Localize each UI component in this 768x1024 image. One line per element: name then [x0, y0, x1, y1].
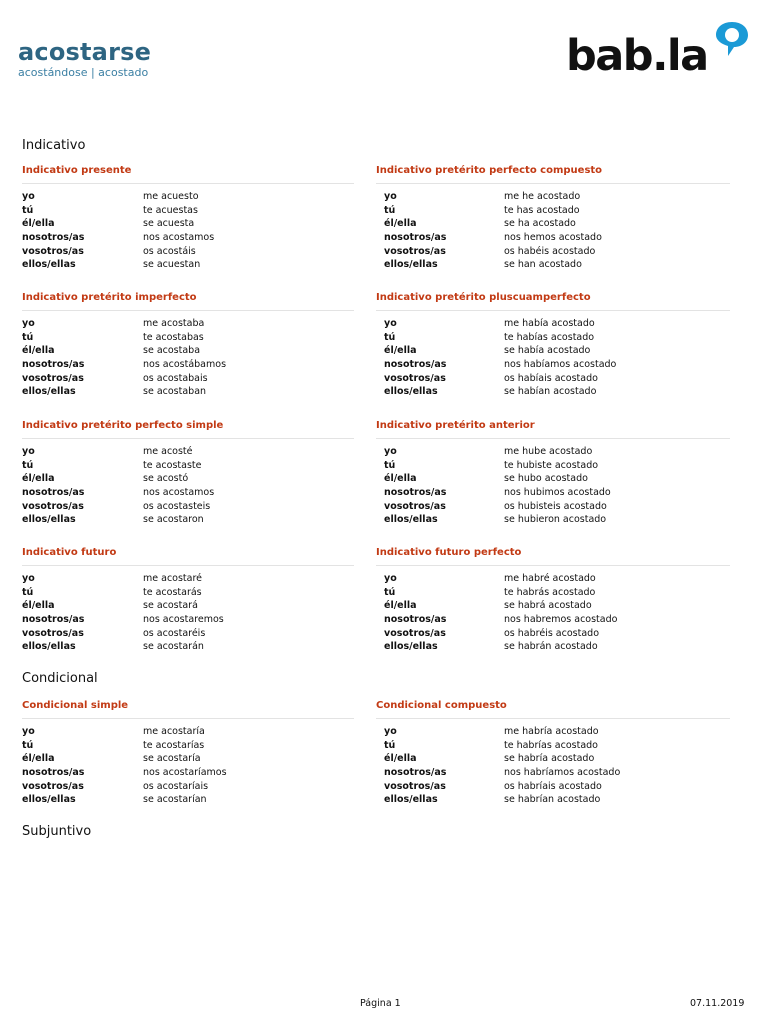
verb-form: nos acostábamos	[143, 359, 227, 371]
pronoun: nosotros/as	[22, 487, 85, 499]
conjugation-row	[376, 331, 730, 345]
pronoun: yo	[384, 726, 397, 737]
conjugation-row	[376, 459, 730, 473]
verb-form: me acostaré	[143, 573, 203, 584]
conjugation-row	[376, 572, 730, 586]
conjugation-row	[376, 217, 730, 231]
tense-title: Indicativo pretérito pluscuamperfecto	[376, 292, 730, 311]
pronoun: él/ella	[384, 753, 417, 765]
verb-form: se hubo acostado	[504, 473, 588, 485]
conjugation-row	[22, 586, 354, 600]
conjugation-row	[22, 372, 354, 386]
verb-form: se ha acostado	[504, 218, 576, 230]
conjugation-row	[22, 472, 354, 486]
pronoun: ellos/ellas	[22, 259, 76, 271]
conjugation-row	[376, 445, 730, 459]
pronoun: yo	[384, 191, 397, 202]
pronoun: ellos/ellas	[384, 641, 438, 653]
verb-form: se acostaban	[143, 386, 207, 398]
pronoun: vosotros/as	[384, 245, 446, 257]
pronoun: ellos/ellas	[22, 514, 76, 526]
verb-form: te acostarías	[143, 739, 205, 751]
verb-form: se acostará	[143, 600, 198, 612]
pronoun: vosotros/as	[384, 500, 446, 512]
conjugation-row	[376, 385, 730, 399]
conjugation-row	[22, 486, 354, 500]
pronoun: ellos/ellas	[22, 641, 76, 653]
verb-form: me acuesto	[143, 191, 199, 202]
conjugation-row	[376, 472, 730, 486]
conjugation-row	[376, 204, 730, 218]
verb-form: se había acostado	[504, 345, 591, 357]
tense-title: Condicional simple	[22, 700, 354, 719]
tense-title: Indicativo pretérito anterior	[376, 420, 730, 439]
pronoun: tú	[384, 739, 396, 751]
verb-form: me había acostado	[504, 318, 595, 329]
conjugation-row	[22, 445, 354, 459]
pronoun: ellos/ellas	[22, 386, 76, 398]
verb-form: se acostarían	[143, 794, 207, 806]
pronoun: ellos/ellas	[384, 259, 438, 271]
pronoun: vosotros/as	[22, 372, 84, 384]
pronoun: yo	[384, 446, 397, 457]
pronoun: vosotros/as	[22, 245, 84, 257]
verb-form: se habrá acostado	[504, 600, 592, 612]
conjugation-row	[22, 793, 354, 807]
conjugation-row	[22, 245, 354, 259]
conjugation-row	[376, 372, 730, 386]
verb-form: se acostaron	[143, 514, 204, 526]
conjugation-row	[376, 586, 730, 600]
verb-title: acostarse	[18, 38, 152, 66]
conjugation-row	[22, 317, 354, 331]
conjugation-row	[22, 513, 354, 527]
verb-form: se hubieron acostado	[504, 514, 607, 526]
verb-form: se habrán acostado	[504, 641, 598, 653]
conjugation-row	[376, 190, 730, 204]
verb-form: te acuestas	[143, 204, 198, 216]
conjugation-row	[22, 258, 354, 272]
conjugation-row	[22, 725, 354, 739]
verb-form: os acostabais	[143, 372, 208, 384]
conjugation-row	[376, 780, 730, 794]
verb-form: os acostasteis	[143, 500, 211, 512]
footer-date: 07.11.2019	[690, 998, 745, 1009]
conjugation-row	[376, 258, 730, 272]
pronoun: él/ella	[22, 473, 55, 485]
verb-form: se acostarán	[143, 641, 204, 653]
pronoun: tú	[22, 331, 34, 343]
logo-text: bab.la	[566, 31, 708, 81]
conjugation-row	[22, 459, 354, 473]
verb-form: nos acostaríamos	[143, 767, 227, 779]
conjugation-row	[22, 385, 354, 399]
pronoun: él/ella	[22, 345, 55, 357]
pronoun: yo	[22, 726, 35, 737]
pronoun: yo	[22, 573, 35, 584]
conjugation-row	[22, 752, 354, 766]
verb-form: os acostaréis	[143, 627, 206, 639]
pronoun: vosotros/as	[384, 627, 446, 639]
pronoun: tú	[384, 204, 396, 216]
tense-title: Indicativo presente	[22, 165, 354, 184]
pronoun: tú	[22, 739, 34, 751]
section-heading-subjuntivo: Subjuntivo	[22, 824, 92, 839]
verb-form: os habréis acostado	[504, 627, 599, 639]
tense-title: Indicativo pretérito imperfecto	[22, 292, 354, 311]
conjugation-row	[22, 204, 354, 218]
conjugation-row	[376, 245, 730, 259]
conjugation-row	[376, 613, 730, 627]
pronoun: ellos/ellas	[384, 514, 438, 526]
conjugation-row	[22, 358, 354, 372]
pronoun: él/ella	[22, 753, 55, 765]
verb-form: nos habríamos acostado	[504, 767, 621, 779]
conjugation-row	[22, 739, 354, 753]
pronoun: nosotros/as	[384, 359, 447, 371]
pronoun: vosotros/as	[22, 500, 84, 512]
pronoun: yo	[384, 318, 397, 329]
pronoun: ellos/ellas	[384, 794, 438, 806]
pronoun: él/ella	[384, 345, 417, 357]
verb-form: os acostáis	[143, 245, 196, 257]
verb-form: se acuesta	[143, 218, 195, 230]
tense-title: Indicativo futuro perfecto	[376, 547, 730, 566]
pronoun: yo	[384, 573, 397, 584]
conjugation-row	[376, 599, 730, 613]
pronoun: nosotros/as	[22, 232, 85, 244]
conjugation-row	[22, 780, 354, 794]
verb-form: te habías acostado	[504, 331, 595, 343]
tense-title: Condicional compuesto	[376, 700, 730, 719]
tense-block	[376, 420, 730, 527]
verb-form: te habrás acostado	[504, 586, 596, 598]
pronoun: nosotros/as	[384, 232, 447, 244]
section-heading-condicional: Condicional	[22, 671, 98, 686]
verb-forms-subtitle: acostándose | acostado	[18, 66, 149, 79]
conjugation-row	[376, 513, 730, 527]
pronoun: yo	[22, 191, 35, 202]
pronoun: él/ella	[22, 600, 55, 612]
pronoun: nosotros/as	[22, 614, 85, 626]
conjugation-row	[376, 627, 730, 641]
pronoun: vosotros/as	[384, 780, 446, 792]
tense-block	[22, 165, 354, 272]
pronoun: tú	[384, 586, 396, 598]
verb-form: me acosté	[143, 446, 193, 457]
pronoun: él/ella	[384, 473, 417, 485]
conjugation-row	[376, 752, 730, 766]
pronoun: tú	[22, 204, 34, 216]
pronoun: tú	[22, 459, 34, 471]
pronoun: ellos/ellas	[22, 794, 76, 806]
pronoun: tú	[384, 331, 396, 343]
babla-logo	[566, 18, 752, 82]
verb-form: me acostaría	[143, 726, 205, 737]
verb-form: se habían acostado	[504, 386, 597, 398]
conjugation-row	[376, 231, 730, 245]
pronoun: nosotros/as	[22, 359, 85, 371]
verb-form: nos habíamos acostado	[504, 359, 617, 371]
verb-form: te acostabas	[143, 331, 204, 343]
conjugation-row	[376, 344, 730, 358]
verb-form: nos acostamos	[143, 487, 215, 499]
verb-form: se han acostado	[504, 259, 582, 271]
verb-form: me he acostado	[504, 191, 581, 202]
conjugation-row	[22, 231, 354, 245]
pronoun: ellos/ellas	[384, 386, 438, 398]
verb-form: os hubisteis acostado	[504, 500, 607, 512]
verb-form: te habrías acostado	[504, 739, 598, 751]
verb-form: os habríais acostado	[504, 780, 602, 792]
verb-form: te hubiste acostado	[504, 459, 599, 471]
conjugation-row	[22, 344, 354, 358]
pronoun: él/ella	[22, 218, 55, 230]
page-number: Página 1	[360, 998, 401, 1009]
verb-form: se acostó	[143, 473, 189, 485]
conjugation-row	[376, 739, 730, 753]
verb-form: os habéis acostado	[504, 245, 596, 257]
conjugation-row	[22, 331, 354, 345]
conjugation-row	[376, 358, 730, 372]
pronoun: él/ella	[384, 218, 417, 230]
pronoun: nosotros/as	[384, 487, 447, 499]
verb-form: me acostaba	[143, 318, 205, 329]
verb-form: nos acostaremos	[143, 614, 224, 626]
verb-form: se acostaba	[143, 345, 201, 357]
conjugation-row	[376, 640, 730, 654]
pronoun: él/ella	[384, 600, 417, 612]
pronoun: tú	[22, 586, 34, 598]
verb-form: te has acostado	[504, 204, 580, 216]
verb-form: nos habremos acostado	[504, 614, 618, 626]
conjugation-row	[376, 317, 730, 331]
tense-block	[376, 165, 730, 272]
conjugation-row	[22, 572, 354, 586]
conjugation-row	[22, 613, 354, 627]
tense-title: Indicativo pretérito perfecto simple	[22, 420, 354, 439]
conjugation-row	[22, 599, 354, 613]
pronoun: yo	[22, 318, 35, 329]
section-heading-indicativo: Indicativo	[22, 138, 86, 153]
verb-form: os acostaríais	[143, 780, 209, 792]
conjugation-row	[22, 627, 354, 641]
pronoun: yo	[22, 446, 35, 457]
verb-form: se habría acostado	[504, 753, 595, 765]
conjugation-row	[376, 500, 730, 514]
tense-block	[22, 700, 354, 807]
pronoun: vosotros/as	[22, 780, 84, 792]
conjugation-row	[22, 766, 354, 780]
verb-form: nos acostamos	[143, 232, 215, 244]
tense-block	[22, 547, 354, 654]
tense-block	[22, 292, 354, 399]
verb-form: nos hemos acostado	[504, 232, 602, 244]
verb-form: os habíais acostado	[504, 372, 598, 384]
conjugation-row	[376, 766, 730, 780]
verb-form: se acuestan	[143, 259, 201, 271]
pronoun: nosotros/as	[22, 767, 85, 779]
pronoun: tú	[384, 459, 396, 471]
conjugation-row	[22, 640, 354, 654]
tense-title: Indicativo pretérito perfecto compuesto	[376, 165, 730, 184]
verb-form: me habría acostado	[504, 726, 599, 737]
tense-block	[376, 547, 730, 654]
tense-title: Indicativo futuro	[22, 547, 354, 566]
conjugation-row	[22, 190, 354, 204]
conjugation-row	[22, 217, 354, 231]
verb-form: se habrían acostado	[504, 794, 601, 806]
verb-form: se acostaría	[143, 753, 201, 765]
verb-form: te acostarás	[143, 586, 202, 598]
pronoun: nosotros/as	[384, 614, 447, 626]
conjugation-row	[376, 486, 730, 500]
conjugation-row	[376, 793, 730, 807]
verb-form: te acostaste	[143, 459, 202, 471]
pronoun: nosotros/as	[384, 767, 447, 779]
conjugation-row	[22, 500, 354, 514]
speech-bubble-icon	[712, 18, 752, 62]
conjugation-row	[376, 725, 730, 739]
verb-form: me hube acostado	[504, 446, 593, 457]
tense-block	[376, 700, 730, 807]
pronoun: vosotros/as	[22, 627, 84, 639]
pronoun: vosotros/as	[384, 372, 446, 384]
tense-block	[22, 420, 354, 527]
tense-block	[376, 292, 730, 399]
verb-form: nos hubimos acostado	[504, 487, 611, 499]
verb-form: me habré acostado	[504, 573, 596, 584]
